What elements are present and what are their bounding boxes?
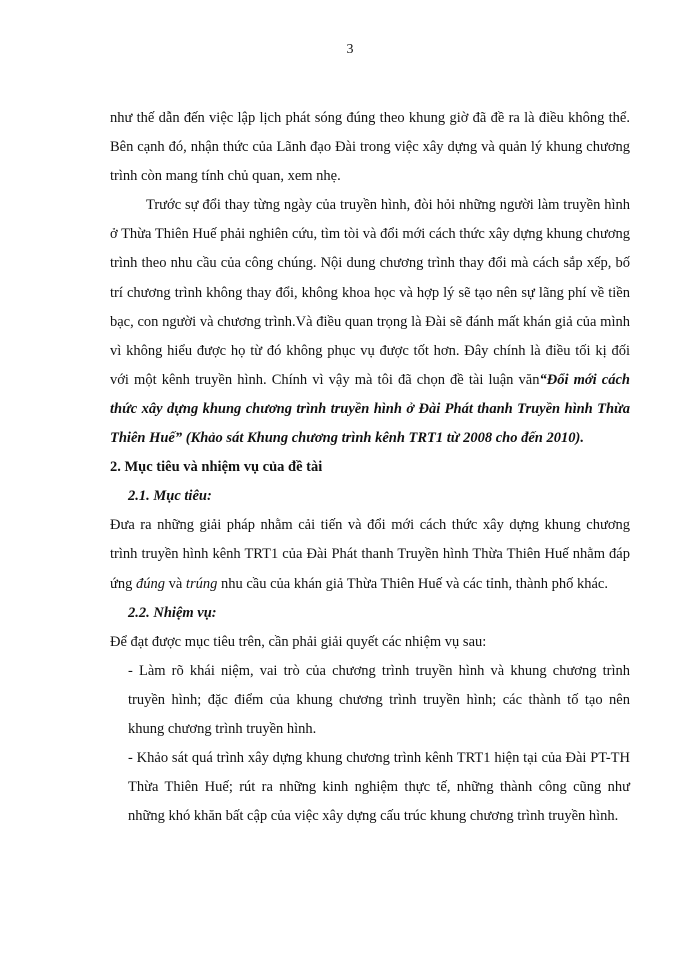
subsection-heading-tasks: 2.2. Nhiệm vụ: [128, 604, 217, 621]
paragraph-thesis-rationale [110, 191, 630, 453]
task-item-2: - Khảo sát quá trình xây dựng khung chương trình kênh TRT1 hiện tại của Đài PT-TH Thừa Thiên Huế; rút ra những kinh nghiệm thực tế, những thành công cũng như những khó khăn bất cập của việc xây dựng cấu trúc khung chương trình truyền hình. [128, 750, 630, 825]
paragraph-text: Trước sự đổi thay từng ngày của truyền hình, đòi hỏi những người làm truyền hình ở Thừa Thiên Huế phải nghiên cứu, tìm tòi và đổi mới cách thức xây dựng khung chương trình theo nhu cầu của công chúng. Nội dung chương trình thay đổi mà cách sắp xếp, bố trí chương trình không thay đổi, không khoa học và hợp lý sẽ tạo nên sự lãng phí về tiền bạc, con người và chương trình.Và điều quan trọng là Đài sẽ đánh mất khán giả của mình vì không hiểu được họ từ đó không phục vụ được tốt hơn. Đây chính là điều tối kị đối với một kênh truyền hình. Chính vì vậy mà tôi đã chọn đề tài luận văn [110, 197, 630, 388]
thesis-survey-scope: (Khảo sát Khung chương trình kênh TRT1 từ 2008 cho đến 2010). [182, 430, 584, 447]
paragraph-tasks-intro: Để đạt được mục tiêu trên, cần phải giải quyết các nhiệm vụ sau: [110, 633, 487, 650]
paragraph-objectives [110, 511, 630, 598]
document-body [110, 104, 630, 831]
objectives-conjunction: và [164, 575, 186, 592]
page-number: 3 [346, 42, 354, 57]
subsection-heading-objectives: 2.1. Mục tiêu: [128, 488, 212, 505]
section-heading-objectives-tasks: 2. Mục tiêu và nhiệm vụ của đề tài [110, 459, 323, 476]
task-item-1: - Làm rõ khái niệm, vai trò của chương trình truyền hình và khung chương trình truyền hình; đặc điểm của khung chương trình truyền hình; các thành tố tạo nên khung chương trình truyền hình. [128, 662, 630, 737]
emphasis-dung: đúng [135, 575, 165, 592]
objectives-text-a: Đưa ra những giải pháp nhằm cải tiến và đổi mới cách thức xây dựng khung chương trình truyền hình kênh TRT1 của Đài Phát thanh Truyền hình Thừa Thiên Huế nhằm đáp ứng [110, 517, 630, 592]
objectives-text-b: nhu cầu của khán giả Thừa Thiên Huế và các tỉnh, thành phố khác. [217, 575, 608, 592]
paragraph-continued: như thế dẫn đến việc lập lịch phát sóng đúng theo khung giờ đã đề ra là điều không thể. Bên cạnh đó, nhận thức của Lãnh đạo Đài trong việc xây dựng và quản lý khung chương trình còn mang tính chủ quan, xem nhẹ. [110, 110, 630, 185]
emphasis-trung: trúng [185, 575, 218, 592]
thesis-title: “Đổi mới cách thức xây dựng khung chương trình truyền hình ở Đài Phát thanh Truyền hình Thừa Thiên Huế” [110, 371, 630, 447]
